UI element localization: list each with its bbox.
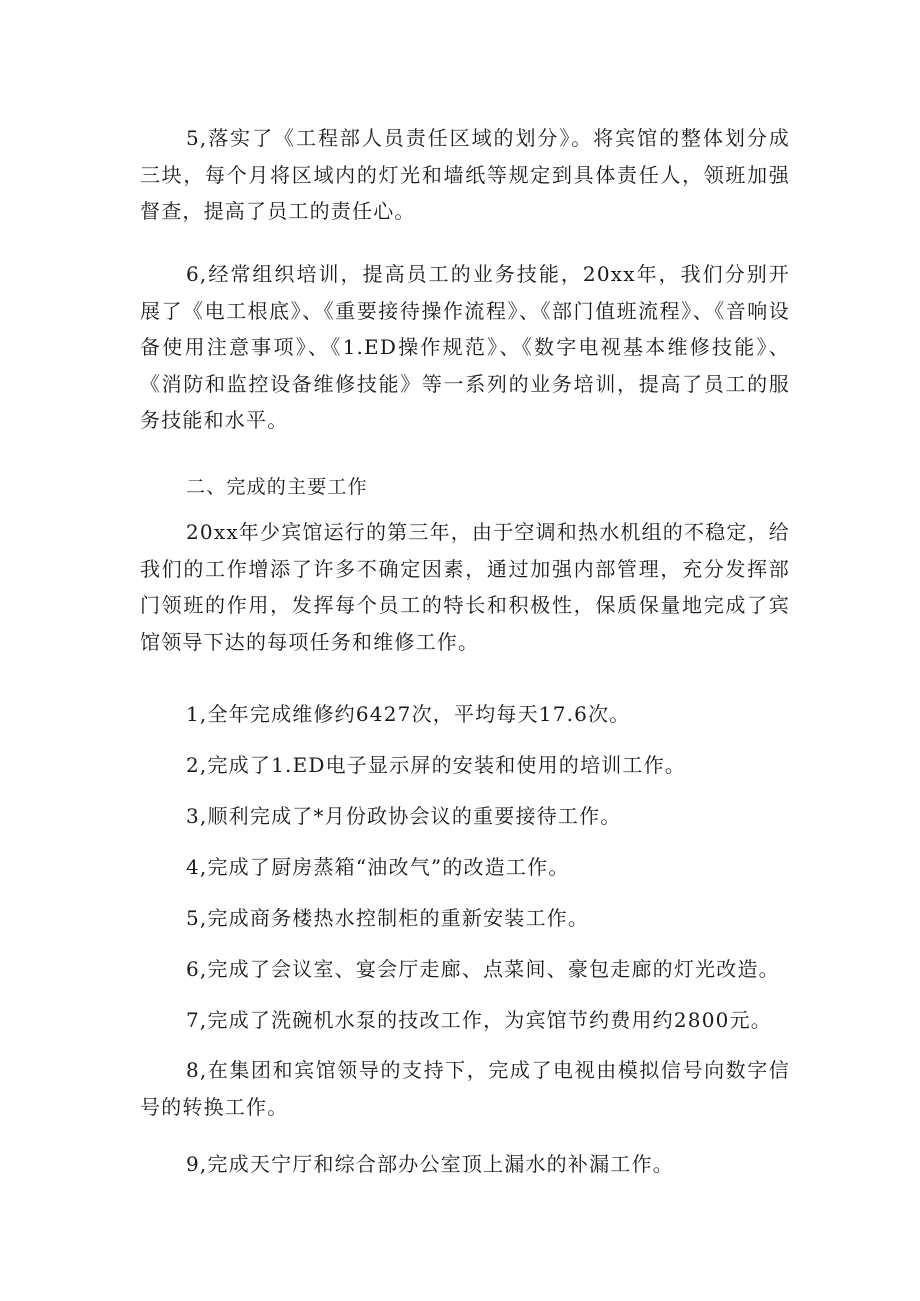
- list-item-3: 3,顺利完成了*月份政协会议的重要接待工作。: [186, 804, 622, 828]
- section-heading: 二、完成的主要工作: [186, 476, 368, 498]
- list-item-6: 6,完成了会议室、宴会厅走廊、点菜间、豪包走廊的灯光改造。: [186, 957, 780, 981]
- list-item-2: 2,完成了1.ED电子显示屏的安装和使用的培训工作。: [186, 753, 686, 777]
- paragraph-intro: 20xx年少宾馆运行的第三年，由于空调和热水机组的不稳定，给我们的工作增添了许多不确定因素，通过加强内部管理，充分发挥部门领班的作用，发挥每个员工的特长和积极性，保质保量地完成了宾馆领导下达的每项任务和维修工作。: [140, 520, 791, 654]
- list-item-5: 5,完成商务楼热水控制柜的重新安装工作。: [186, 906, 590, 930]
- list-item-4: 4,完成了厨房蒸箱“油改气”的改造工作。: [186, 855, 570, 879]
- paragraph-5-responsibility: 5,落实了《工程部人员责任区域的划分》。将宾馆的整体划分成三块，每个月将区域内的灯光和墙纸等规定到具体责任人，领班加强督查，提高了员工的责任心。: [140, 126, 790, 223]
- list-item-9: 9,完成天宁厅和综合部办公室顶上漏水的补漏工作。: [186, 1152, 674, 1176]
- paragraph-6-training: 6,经常组织培训，提高员工的业务技能，20xx年，我们分别开展了《电工根底》、《重要接待操作流程》、《部门值班流程》、《音响设备使用注意事项》、《1.ED操作规范》、《数字电视基本维修技能》、《消防和监控设备维修技能》等一系列的业务培训，提高了员工的服务技能和水平。: [140, 262, 790, 432]
- list-item-8: 8,在集团和宾馆领导的支持下，完成了电视由模拟信号向数字信号的转换工作。: [140, 1058, 790, 1119]
- list-item-7: 7,完成了洗碗机水泵的技改工作，为宾馆节约费用约2800元。: [186, 1008, 772, 1032]
- list-item-1: 1,全年完成维修约6427次，平均每天17.6次。: [186, 702, 631, 726]
